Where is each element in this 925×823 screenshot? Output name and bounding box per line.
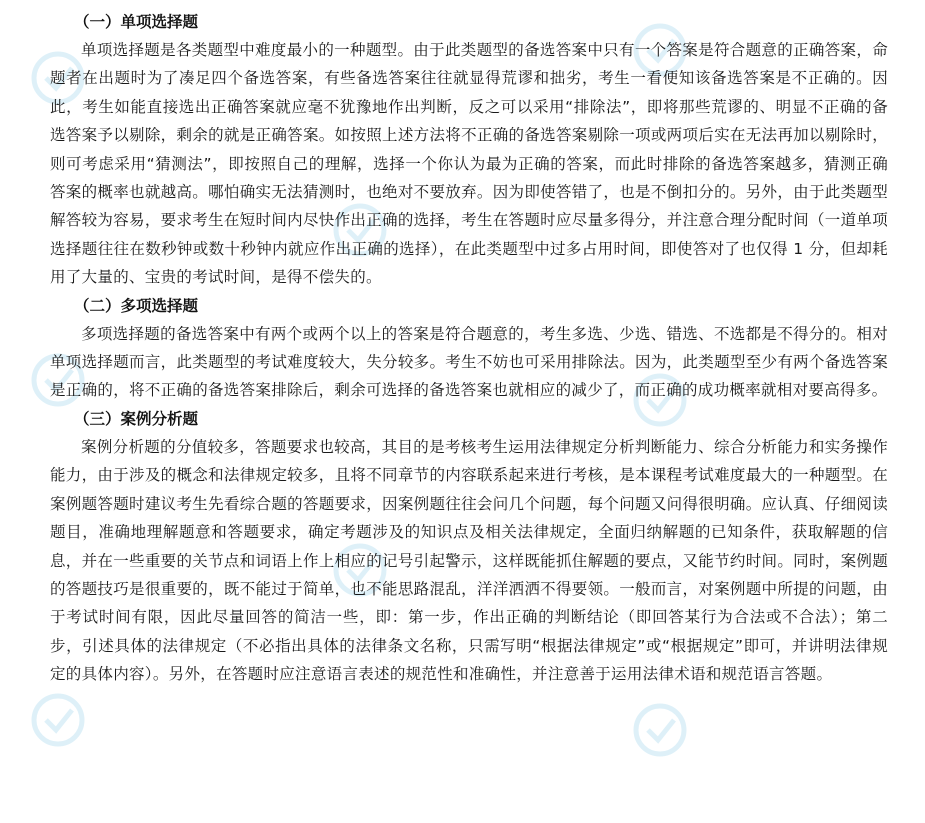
section-heading-single-choice: （一）单项选择题 <box>74 13 199 31</box>
section-paragraph-case-analysis: 案例分析题的分值较多，答题要求也较高，其目的是考核考生运用法律规定分析判断能力、综合分析能力和实务操作能力，由于涉及的概念和法律规定较多，且将不同章节的内容联系起来进行考核，是本课程考试难度最大的一种题型。在案例题答题时建议考生先看综合题的答题要求，因案例题往往会问几个问题，每个问题又问得很明确。应认真、仔细阅读题目，准确地理解题意和答题要求，确定考题涉及的知识点及相关法律规定，全面归纳解题的已知条件，获取解题的信息，并在一些重要的关节点和词语上作上相应的记号引起警示，这样既能抓住解题的要点，又能节约时间。同时，案例题的答题技巧是很重要的，既不能过于简单，也不能思路混乱，洋洋洒洒不得要领。一般而言，对案例题中所提的问题，由于考试时间有限，因此尽量回答的简洁一些，即：第一步，作出正确的判断结论（即回答某行为合法或不合法）；第二步，引述具体的法律规定（不必指出具体的法律条文名称，只需写明“根据法律规定”或“根据规定”即可，并讲明法律规定的具体内容）。另外，在答题时应注意语言表述的规范性和准确性，并注意善于运用法律术语和规范语言答题。 <box>50 437 888 684</box>
section-heading-multiple-choice: （二）多项选择题 <box>74 296 199 315</box>
article-body <box>50 8 888 689</box>
watermark-logo <box>28 690 88 750</box>
section-heading-case-analysis: （三）案例分析题 <box>74 409 199 428</box>
watermark-logo <box>630 700 690 760</box>
section-paragraph-multiple-choice: 多项选择题的备选答案中有两个或两个以上的答案是符合题意的，考生多选、少选、错选、不选都是不得分的。相对单项选择题而言，此类题型的考试难度较大，失分较多。考生不妨也可采用排除法。因为，此类题型至少有两个备选答案是正确的，将不正确的备选答案排除后，剩余可选择的备选答案也就相应的减少了，而正确的成功概率就相对要高得多。 <box>50 324 888 400</box>
section-paragraph-single-choice: 单项选择题是各类题型中难度最小的一种题型。由于此类题型的备选答案中只有一个答案是符合题意的正确答案，命题者在出题时为了凑足四个备选答案，有些备选答案往往就显得荒谬和拙劣，考生一看便知该备选答案是不正确的。因此，考生如能直接选出正确答案就应毫不犹豫地作出判断，反之可以采用“排除法”，即将那些荒谬的、明显不正确的备选答案予以剔除，剩余的就是正确答案。如按照上述方法将不正确的备选答案剔除一项或两项后实在无法再加以剔除时，则可考虑采用“猜测法”，即按照自己的理解，选择一个你认为最为正确的答案，而此时排除的备选答案越多，猜测正确答案的概率也就越高。哪怕确实无法猜测时，也绝对不要放弃。因为即使答错了，也是不倒扣分的。另外，由于此类题型解答较为容易，要求考生在短时间内尽快作出正确的选择，考生在答题时应尽量多得分，并注意合理分配时间（一道单项选择题往往在数秒钟或数十秒钟内就应作出正确的选择），在此类题型中过多占用时间，即使答对了也仅得 1 分，但却耗用了大量的、宝贵的考试时间，是得不偿失的。 <box>50 41 888 287</box>
